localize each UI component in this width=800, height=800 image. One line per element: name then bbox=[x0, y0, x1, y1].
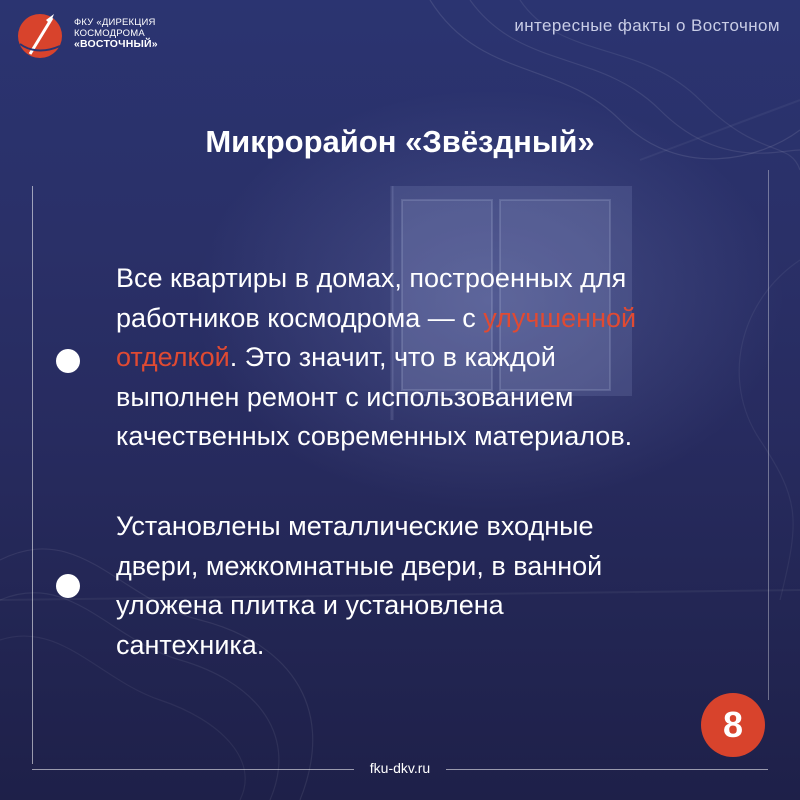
bullet-2-line-2: двери, межкомнатные двери, в ванной bbox=[116, 550, 603, 581]
bullet-dot-1 bbox=[56, 349, 80, 373]
page-number-badge: 8 bbox=[701, 693, 765, 757]
frame-bottom-left-line bbox=[32, 769, 354, 770]
bullet-2-line-1: Установлены металлические входные bbox=[116, 511, 594, 541]
bullet-dot-2 bbox=[56, 574, 80, 598]
bullet-1-highlight-part-1: улучшенной bbox=[483, 302, 637, 333]
frame-left-line bbox=[32, 186, 33, 764]
logo-line-1: ФКУ «ДИРЕКЦИЯ bbox=[74, 17, 156, 28]
frame-bottom-right-line bbox=[446, 769, 768, 770]
bullet-1-line-3 bbox=[116, 338, 766, 378]
bullet-1-highlight-part-2: отделкой bbox=[116, 342, 230, 372]
bullet-1-line-5: качественных современных материалов. bbox=[116, 421, 633, 451]
bullet-2-line-4: сантехника. bbox=[116, 629, 265, 660]
organization-logo bbox=[14, 10, 204, 66]
bullet-1-line-2-text: работников космодрома — с bbox=[116, 302, 484, 333]
logo-text bbox=[74, 17, 158, 50]
bullet-1-line-1: Все квартиры в домах, построенных для bbox=[116, 263, 627, 293]
frame-right-line bbox=[768, 170, 769, 700]
bullet-1-line-2 bbox=[116, 299, 766, 339]
bullet-text-2 bbox=[116, 507, 766, 665]
logo-line-3: «ВОСТОЧНЫЙ» bbox=[74, 38, 158, 50]
bullet-text-1 bbox=[116, 259, 766, 457]
header-tagline: интересные факты о Восточном bbox=[514, 16, 780, 35]
website-url: fku-dkv.ru bbox=[369, 760, 431, 776]
rocket-logo-icon bbox=[14, 10, 66, 62]
logo-line-2: КОСМОДРОМА bbox=[74, 28, 145, 39]
bullet-2-line-3: уложена плитка и установлена bbox=[116, 590, 504, 620]
bullet-1-line-4: выполнен ремонт с использованием bbox=[116, 381, 574, 412]
bullet-1-line-3-text: . Это значит, что в каждой bbox=[229, 342, 556, 372]
page-title: Микрорайон «Звёздный» bbox=[205, 124, 595, 159]
